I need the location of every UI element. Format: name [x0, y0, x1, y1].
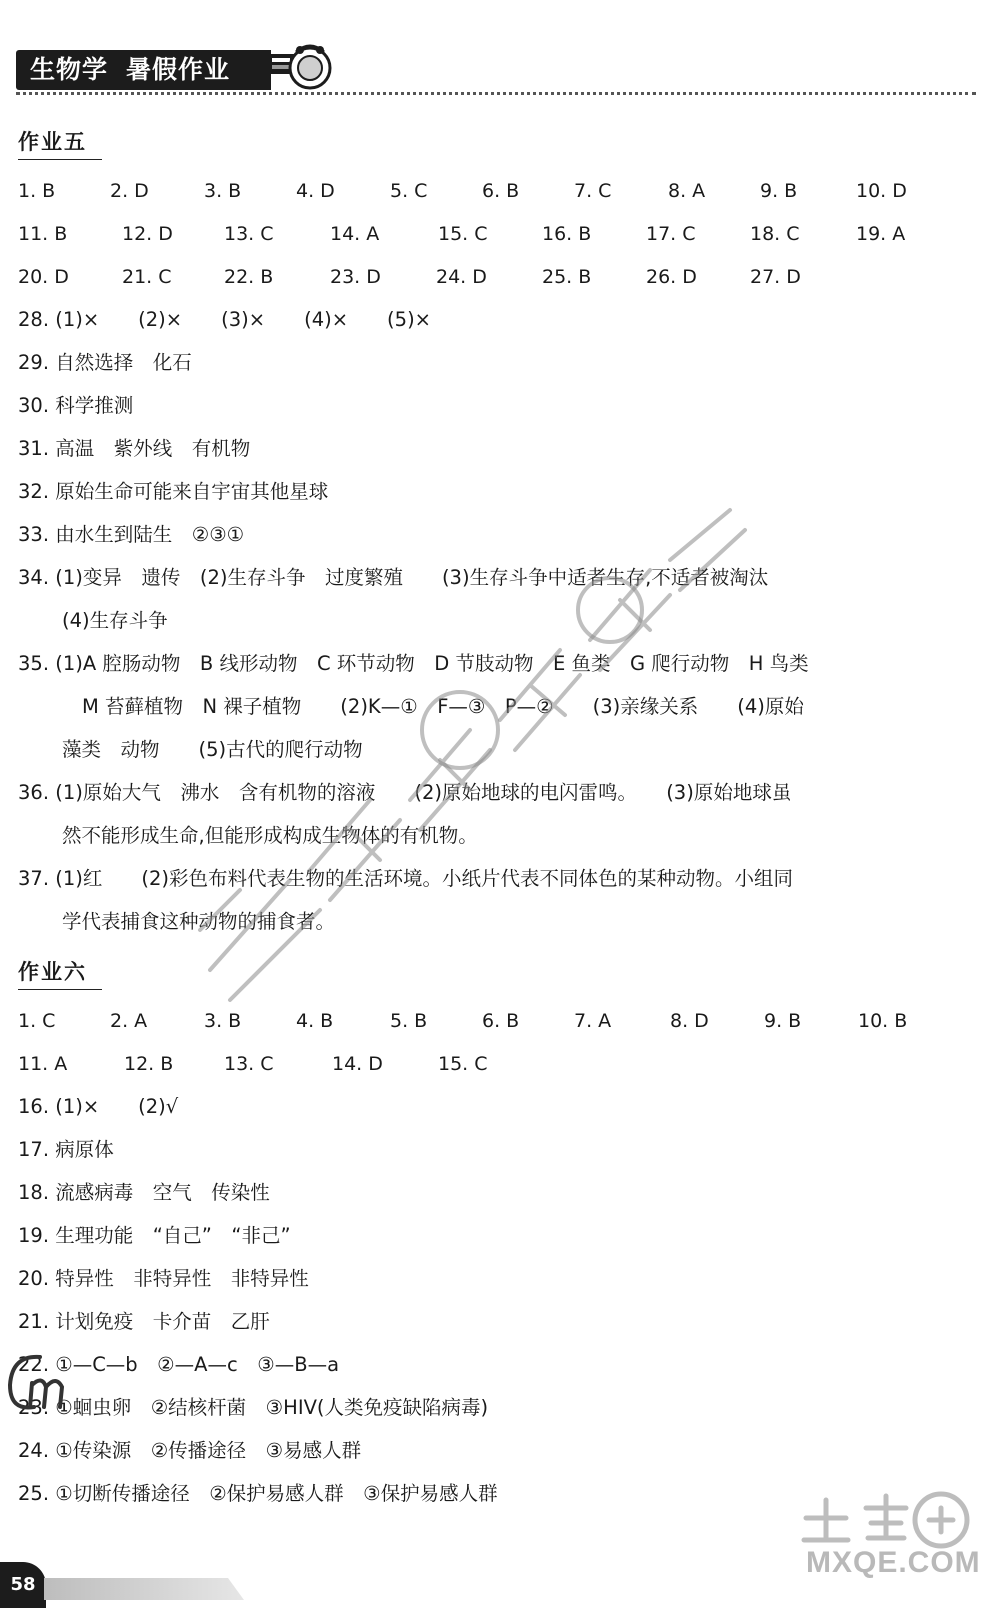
section-underline [18, 989, 102, 990]
answer-item: 24. D [436, 266, 487, 288]
answer-item: 10. D [856, 180, 907, 202]
answer-line: 24. ①传染源 ②传播途径 ③易感人群 [18, 1439, 362, 1462]
answer-item: 19. A [856, 223, 906, 245]
answer-item: 23. D [330, 266, 381, 288]
answer-line: 29. 自然选择 化石 [18, 351, 192, 374]
answer-row [18, 1006, 968, 1036]
answer-line: 22. ①—C—b ②—A—c ③—B—a [18, 1353, 340, 1376]
answer-line: (4)生存斗争 [62, 609, 168, 632]
answer-item: 11. B [18, 223, 68, 245]
answer-item: 6. B [482, 1010, 520, 1032]
answer-line: 35. (1)A 腔肠动物 B 线形动物 C 环节动物 D 节肢动物 E 鱼类 G 爬行动物 H 鸟类 [18, 652, 809, 675]
answer-item: 15. C [438, 223, 488, 245]
answer-item: 10. B [858, 1010, 908, 1032]
answer-line: 19. 生理功能 “自己” “非己” [18, 1224, 291, 1247]
answer-item: 2. A [110, 1010, 148, 1032]
answer-item: 21. C [122, 266, 172, 288]
answer-item: 17. C [646, 223, 696, 245]
answer-line: 33. 由水生到陆生 ②③① [18, 523, 245, 546]
answer-line: 31. 高温 紫外线 有机物 [18, 437, 251, 460]
header-divider [16, 92, 976, 95]
answer-item: 20. D [18, 266, 69, 288]
answer-item: 13. C [224, 1053, 274, 1075]
answer-item: 4. B [296, 1010, 334, 1032]
answer-line: 32. 原始生命可能来自宇宙其他星球 [18, 480, 329, 503]
answer-line: 16. (1)× (2)√ [18, 1095, 179, 1118]
answer-line: 17. 病原体 [18, 1138, 114, 1161]
answer-line: 28. (1)× (2)× (3)× (4)× (5)× [18, 308, 432, 331]
section-underline [18, 159, 102, 160]
answer-item: 8. D [670, 1010, 709, 1032]
answer-line: 20. 特异性 非特异性 非特异性 [18, 1267, 309, 1290]
answer-item: 15. C [438, 1053, 488, 1075]
answer-line: 藻类 动物 (5)古代的爬行动物 [62, 738, 363, 761]
answer-item: 9. B [764, 1010, 802, 1032]
answer-line: M 苔藓植物 N 裸子植物 (2)K—① F—③ P—② (3)亲缘关系 (4)原始 [82, 695, 804, 718]
answer-item: 16. B [542, 223, 592, 245]
book-subject: 生物学 [30, 55, 109, 84]
answer-line: 18. 流感病毒 空气 传染性 [18, 1181, 270, 1204]
header-banner [16, 50, 271, 90]
answer-item: 26. D [646, 266, 697, 288]
answer-line: 34. (1)变异 遗传 (2)生存斗争 过度繁殖 (3)生存斗争中适者生存,不适者被淘汰 [18, 566, 769, 589]
answer-item: 6. B [482, 180, 520, 202]
answer-item: 12. B [124, 1053, 174, 1075]
answer-line: 37. (1)红 (2)彩色布料代表生物的生活环境。小纸片代表不同体色的某种动物。小组同 [18, 867, 793, 890]
answer-item: 9. B [760, 180, 798, 202]
answer-row [18, 219, 968, 249]
answer-item: 8. A [668, 180, 706, 202]
answer-item: 27. D [750, 266, 801, 288]
answer-item: 7. C [574, 180, 612, 202]
answer-line: 21. 计划免疫 卡介苗 乙肝 [18, 1310, 270, 1333]
answer-item: 5. C [390, 180, 428, 202]
book-type: 暑假作业 [126, 55, 231, 84]
section-title-5 [18, 126, 87, 160]
answer-item: 1. C [18, 1010, 56, 1032]
section-title-text: 作业六 [18, 959, 87, 984]
answer-item: 13. C [224, 223, 274, 245]
page-number: 58 [0, 1562, 46, 1608]
answer-row [18, 1049, 968, 1079]
answer-item: 4. D [296, 180, 335, 202]
answer-row [18, 176, 968, 206]
corner-logo-icon [0, 1345, 80, 1420]
answer-line: 学代表捕食这种动物的捕食者。 [62, 910, 336, 933]
answer-line: 36. (1)原始大气 沸水 含有机物的溶液 (2)原始地球的电闪雷鸣。 (3)原始地球虽 [18, 781, 792, 804]
badge-icon [266, 40, 336, 92]
answer-row [18, 262, 968, 292]
answer-item: 14. A [330, 223, 380, 245]
site-watermark: MXQE.COM [806, 1546, 981, 1579]
footer-decor-bar [44, 1578, 244, 1600]
answer-line: 23. ①蛔虫卵 ②结核杆菌 ③HIV(人类免疫缺陷病毒) [18, 1396, 489, 1419]
section-title-text: 作业五 [18, 129, 87, 154]
answer-item: 25. B [542, 266, 592, 288]
answer-item: 2. D [110, 180, 149, 202]
answer-item: 12. D [122, 223, 173, 245]
answer-item: 11. A [18, 1053, 68, 1075]
answer-item: 1. B [18, 180, 56, 202]
answer-item: 18. C [750, 223, 800, 245]
answer-item: 5. B [390, 1010, 428, 1032]
answer-item: 14. D [332, 1053, 383, 1075]
answer-line: 25. ①切断传播途径 ②保护易感人群 ③保护易感人群 [18, 1482, 498, 1505]
answer-line: 然不能形成生命,但能形成构成生物体的有机物。 [62, 824, 478, 847]
section-title-6 [18, 956, 87, 990]
answer-item: 7. A [574, 1010, 612, 1032]
answer-line: 30. 科学推测 [18, 394, 134, 417]
answer-item: 3. B [204, 1010, 242, 1032]
answer-item: 22. B [224, 266, 274, 288]
answer-item: 3. B [204, 180, 242, 202]
